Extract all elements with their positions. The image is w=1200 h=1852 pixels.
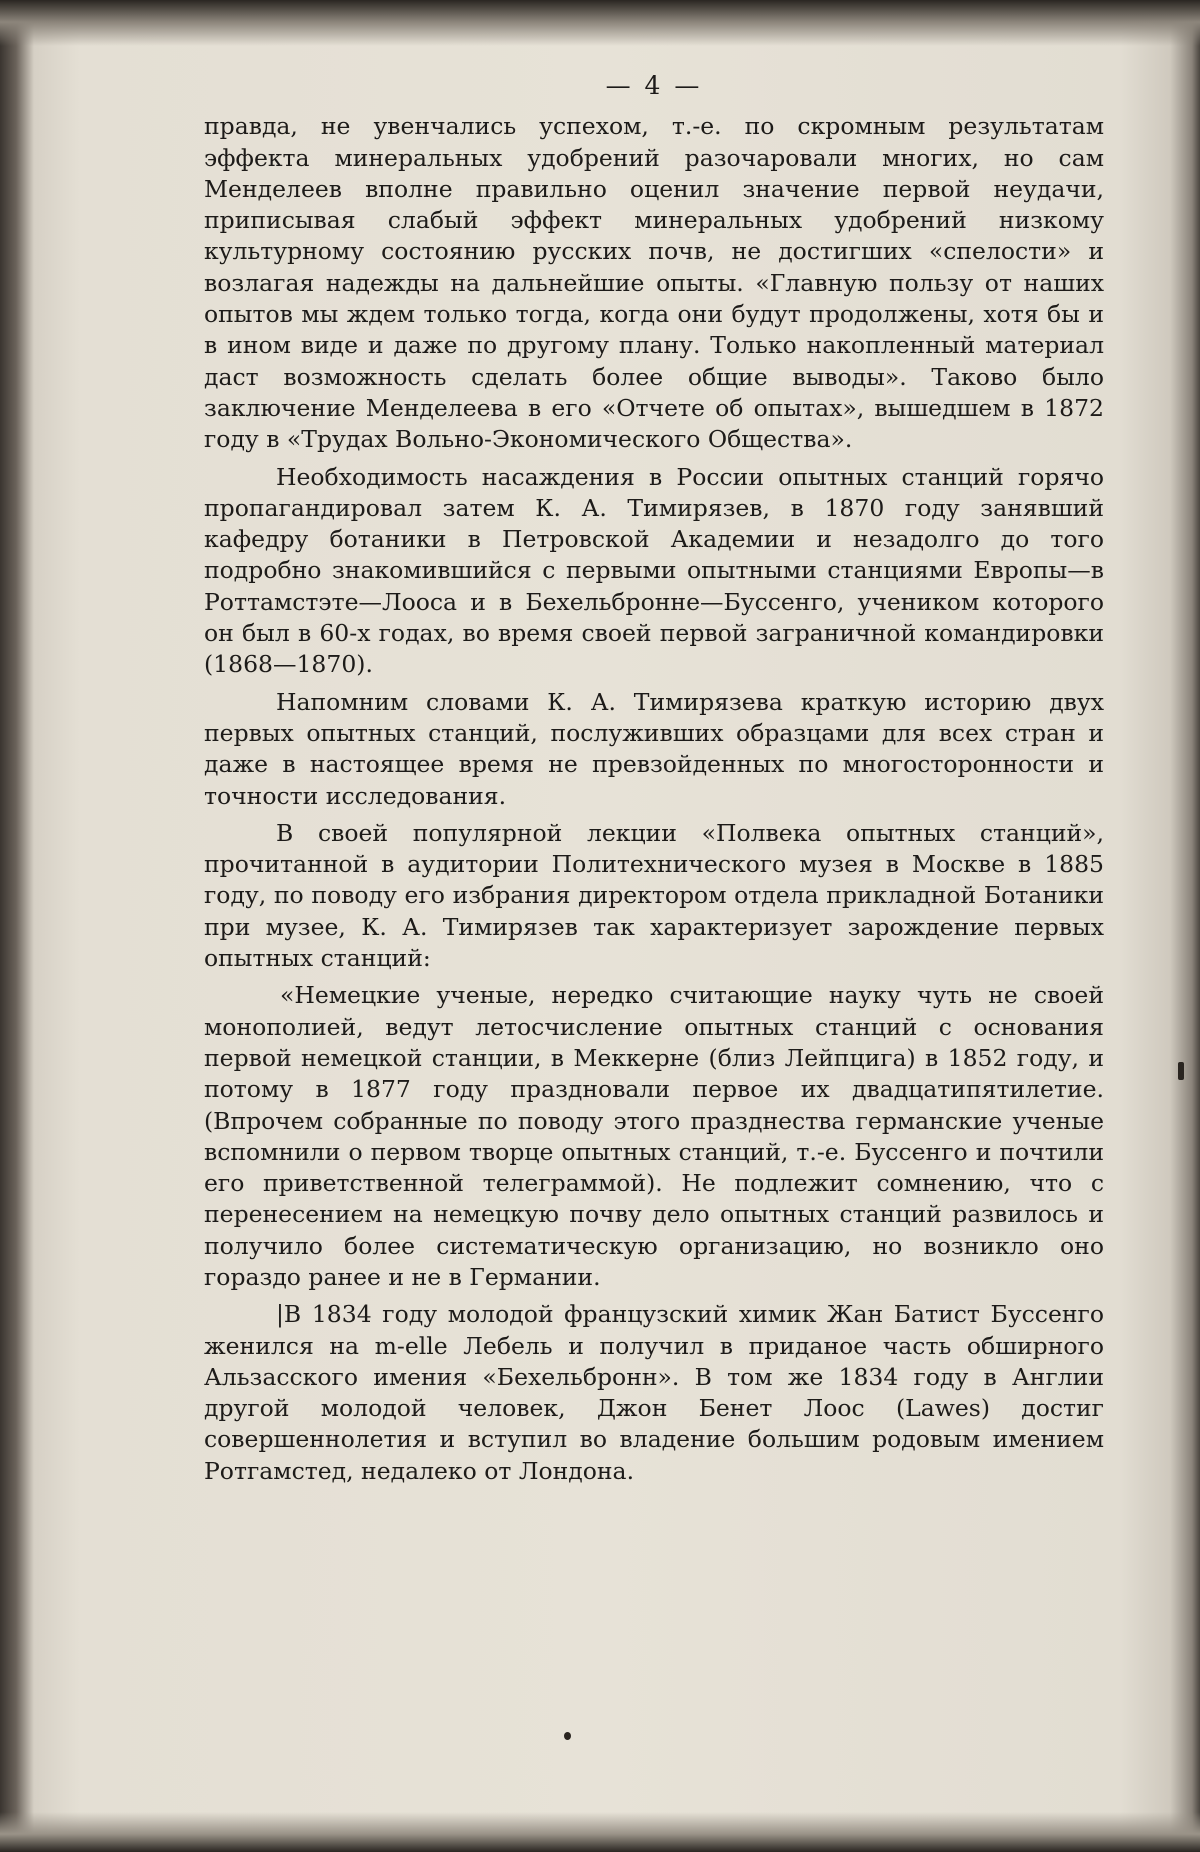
page-number: — 4 —	[605, 71, 703, 100]
ink-speck	[1178, 1062, 1184, 1080]
paragraph-3: Напомним словами К. А. Тимирязева краткую историю двух первых опытных станций, послуживших образцами для всех стран и даже в настоящее время не превзойденных по многосторонности и точности исследования.	[204, 687, 1104, 810]
ink-speck	[564, 1732, 571, 1740]
page-body	[204, 70, 1104, 1493]
paragraph-6: |В 1834 году молодой французский химик Жан Батист Буссенго женился на m-elle Лебель и получил в приданое часть обширного Альзасского имения «Бехельбронн». В том же 1834 году в Англии другой молодой человек, Джон Бенет Лоос (Lawes) достиг совершеннолетия и вступил во владение большим родовым имением Ротгамстед, недалеко от Лондона.	[204, 1300, 1104, 1485]
paragraph-5-quote: «Немецкие ученые, нередко считающие науку чуть не своей монополией, ведут летосчисление опытных станций с основания первой немецкой станции, в Меккерне (близ Лейпцига) в 1852 году, и потому в 1877 году праздновали первое их двадцатипятилетие. (Впрочем собранные по поводу этого празднества германские ученые вспомнили о первом творце опытных станций, т.-е. Буссенго и почтили его приветственной телеграммой). Не подлежит сомнению, что с перенесением на немецкую почву дело опытных станций развилось и получило более систематическую организацию, но возникло оно гораздо ранее и не в Германии.	[204, 981, 1104, 1291]
paragraph-1: правда, не увенчались успехом, т.-е. по скромным результатам эффекта минеральных удобрений разочаровали многих, но сам Менделеев вполне правильно оценил значение первой неудачи, приписывая слабый эффект минеральных удобрений низкому культурному состоянию русских почв, не достигших «спелости» и возлагая надежды на дальнейшие опыты. «Главную пользу от наших опытов мы ждем только тогда, когда они будут продолжены, хотя бы и в ином виде и даже по другому плану. Только накопленный материал даст возможность сделать более общие выводы». Таково было заключение Менделеева в его «Отчете об опытах», вышедшем в 1872 году в «Трудах Вольно-Экономического Общества».	[204, 112, 1104, 454]
paragraph-4: В своей популярной лекции «Полвека опытных станций», прочитанной в аудитории Политехнического музея в Москве в 1885 году, по поводу его избрания директором отдела прикладной Ботаники при музее, К. А. Тимирязев так характеризует зарождение первых опытных станций:	[204, 818, 1104, 973]
paragraph-2: Необходимость насаждения в России опытных станций горячо пропагандировал затем К. А. Тимирязев, в 1870 году занявший кафедру ботаники в Петровской Академии и незадолго до того подробно знакомившийся с первыми опытными станциями Европы—в Роттамстэте—Лооса и в Бехельбронне—Буссенго, учеником которого он был в 60-х годах, во время своей первой заграничной командировки (1868—1870).	[204, 462, 1104, 679]
